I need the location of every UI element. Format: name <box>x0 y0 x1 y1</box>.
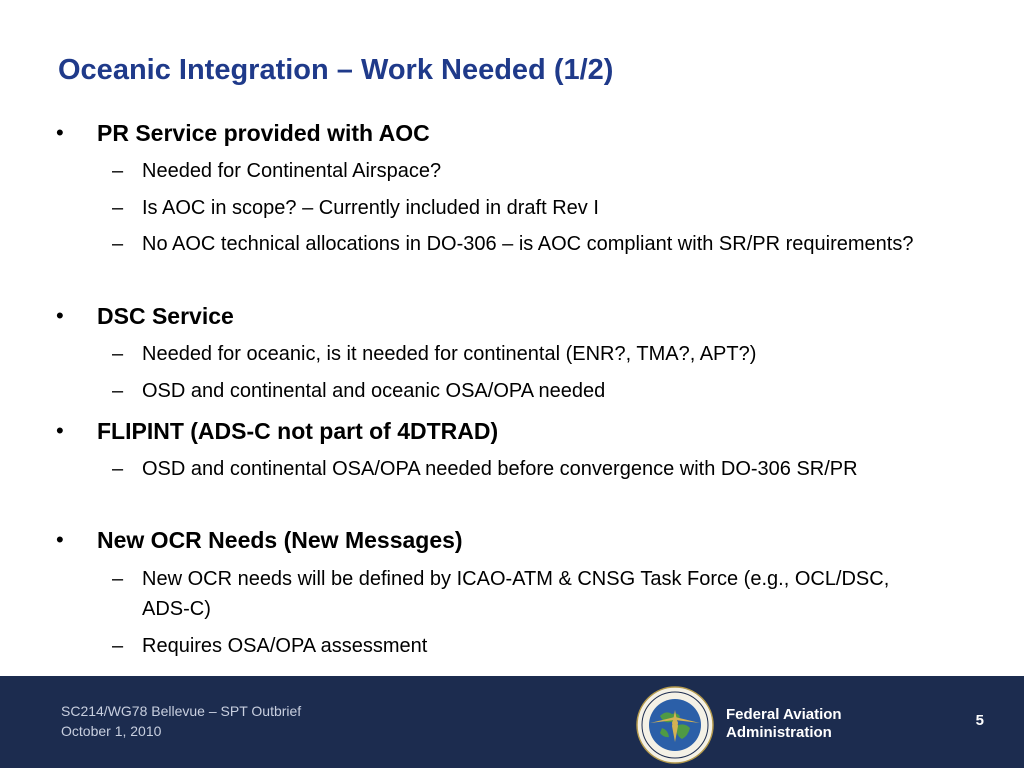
bullet-marker: • <box>56 303 64 328</box>
sub-bullet-marker: – <box>112 160 124 182</box>
sub-bullet-marker: – <box>112 635 124 657</box>
bullet-marker: • <box>56 527 64 552</box>
bullet-dsc-service: DSC Service <box>97 303 234 329</box>
sub-bullet-flipint-osd: OSD and continental OSA/OPA needed before convergence with DO-306 SR/PR <box>142 458 858 480</box>
slide-footer <box>0 676 1024 768</box>
footer-meeting: SC214/WG78 Bellevue – SPT Outbrief <box>61 703 302 719</box>
page-number: 5 <box>975 712 984 729</box>
agency-name-line-2: Administration <box>726 724 832 741</box>
bullet-pr-service: PR Service provided with AOC <box>97 120 430 146</box>
faa-seal-icon <box>636 686 714 764</box>
bullet-new-ocr-needs: New OCR Needs (New Messages) <box>97 527 463 553</box>
sub-bullet-marker: – <box>112 343 124 365</box>
sub-bullet-aoc-allocations: No AOC technical allocations in DO-306 – is AOC compliant with SR/PR requirements? <box>142 233 914 255</box>
sub-bullet-dsc-oceanic: Needed for oceanic, is it needed for continental (ENR?, TMA?, APT?) <box>142 343 757 365</box>
agency-name-line-1: Federal Aviation <box>726 706 842 723</box>
sub-bullet-osa-assessment: Requires OSA/OPA assessment <box>142 635 428 657</box>
sub-bullet-marker: – <box>112 458 124 480</box>
bullet-marker: • <box>56 120 64 145</box>
sub-bullet-marker: – <box>112 233 124 255</box>
bullet-flipint: FLIPINT (ADS-C not part of 4DTRAD) <box>97 418 499 444</box>
sub-bullet-continental-airspace: Needed for Continental Airspace? <box>142 160 442 182</box>
sub-bullet-marker: – <box>112 197 124 219</box>
sub-bullet-dsc-osd: OSD and continental and oceanic OSA/OPA needed <box>142 380 606 402</box>
sub-bullet-aoc-scope: Is AOC in scope? – Currently included in draft Rev I <box>142 197 599 219</box>
footer-date: October 1, 2010 <box>61 723 162 739</box>
sub-bullet-marker: – <box>112 568 124 590</box>
slide-title: Oceanic Integration – Work Needed (1/2) <box>58 54 614 86</box>
sub-bullet-marker: – <box>112 380 124 402</box>
bullet-marker: • <box>56 418 64 443</box>
sub-bullet-ocr-defined: New OCR needs will be defined by ICAO-ATM & CNSG Task Force (e.g., OCL/DSC, ADS-C) <box>142 568 890 620</box>
